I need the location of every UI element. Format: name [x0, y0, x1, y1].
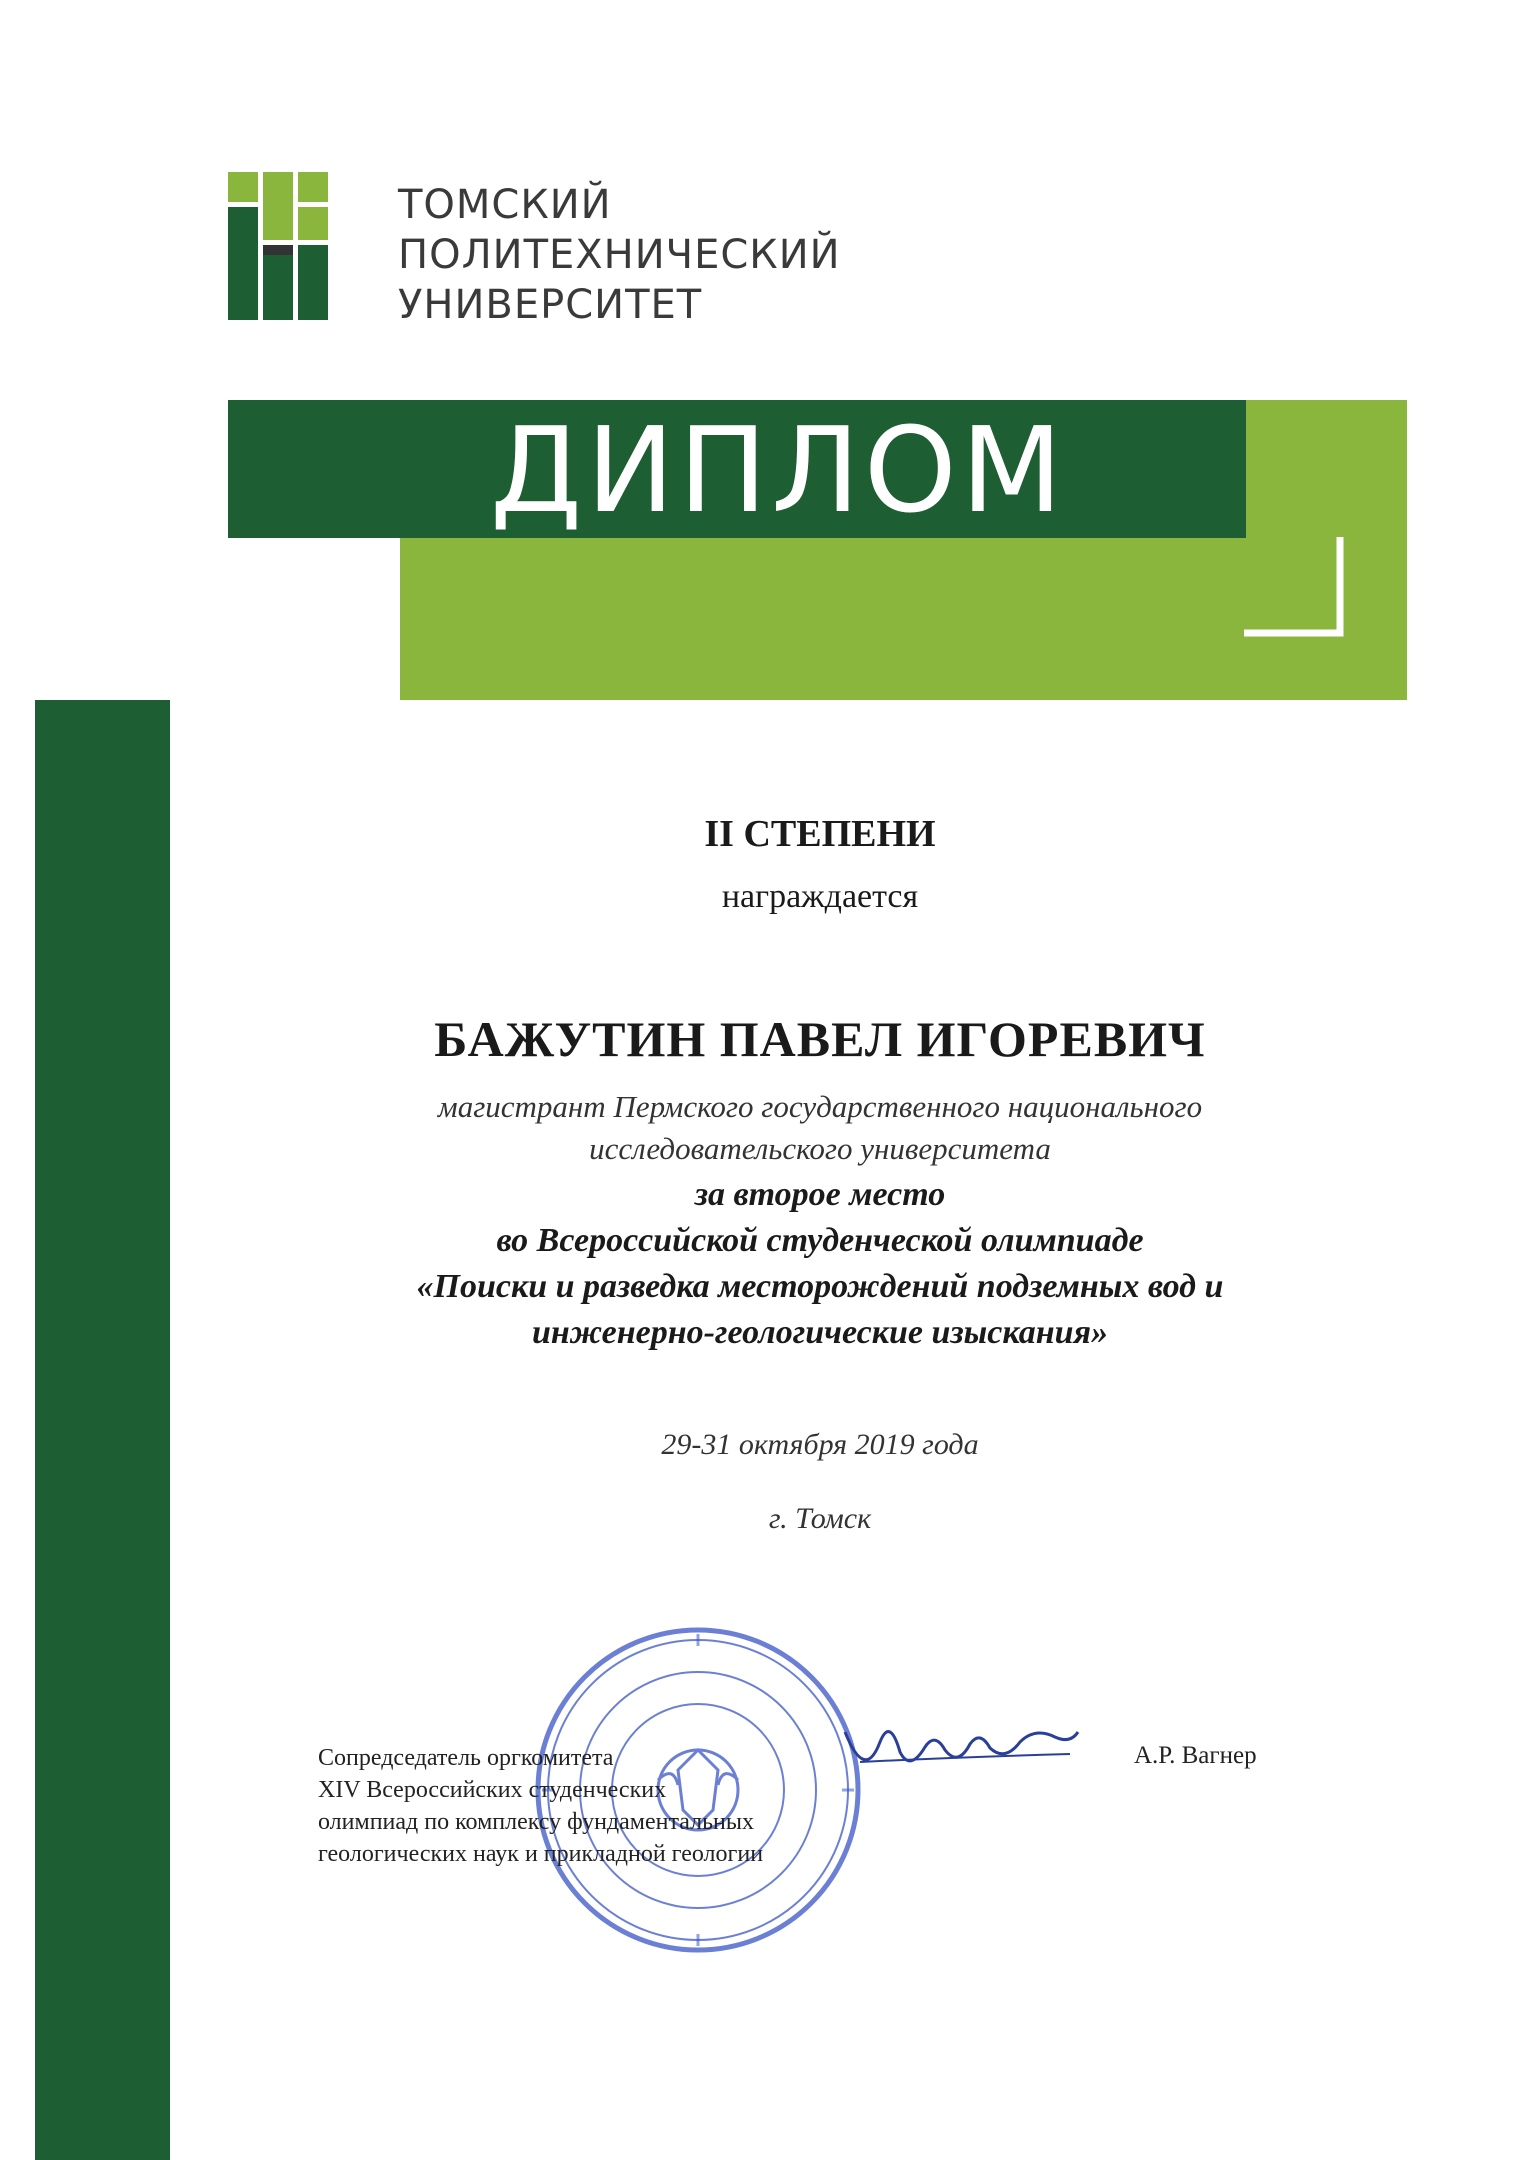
achievement-text [320, 1172, 1320, 1356]
diploma-title: ДИПЛОМ [490, 401, 1067, 539]
corner-bracket-icon [1244, 537, 1348, 641]
event-date: 29-31 октября 2019 года [661, 1428, 979, 1461]
affiliation-line: магистрант Пермского государственного национального [437, 1089, 1203, 1124]
signer-role-line: олимпиад по комплексу фундаментальных [318, 1809, 755, 1835]
recipient-affiliation [320, 1086, 1320, 1170]
handwritten-signature-icon [840, 1712, 1080, 1792]
university-logo-icon [228, 172, 328, 320]
signer-role-line: XIV Всероссийских студенческих [318, 1777, 667, 1803]
signer-role-line: геологических наук и прикладной геологии [318, 1841, 764, 1867]
affiliation-line: исследовательского университета [589, 1131, 1051, 1166]
signer-role-line: Сопредседатель оргкомитета [318, 1745, 614, 1771]
university-name-line: ТОМСКИЙ [398, 182, 612, 228]
achievement-line: инженерно-геологические изыскания» [531, 1314, 1109, 1351]
achievement-line: «Поиски и разведка месторождений подземных вод и [416, 1268, 1224, 1305]
university-name-line: ПОЛИТЕХНИЧЕСКИЙ [398, 232, 841, 278]
university-name [398, 180, 841, 330]
signer-name: А.Р. Вагнер [1134, 1742, 1257, 1769]
achievement-line: во Всероссийской студенческой олимпиаде [496, 1222, 1144, 1259]
signer-role [318, 1742, 763, 1870]
university-name-line: УНИВЕРСИТЕТ [398, 282, 703, 328]
diploma-degree: II СТЕПЕНИ [704, 813, 936, 855]
achievement-line: за второе место [694, 1176, 946, 1213]
event-city: г. Томск [768, 1502, 872, 1535]
awarded-text: награждается [721, 878, 919, 915]
recipient-name: БАЖУТИН ПАВЕЛ ИГОРЕВИЧ [434, 1011, 1206, 1067]
left-decorative-bar [35, 700, 170, 2160]
